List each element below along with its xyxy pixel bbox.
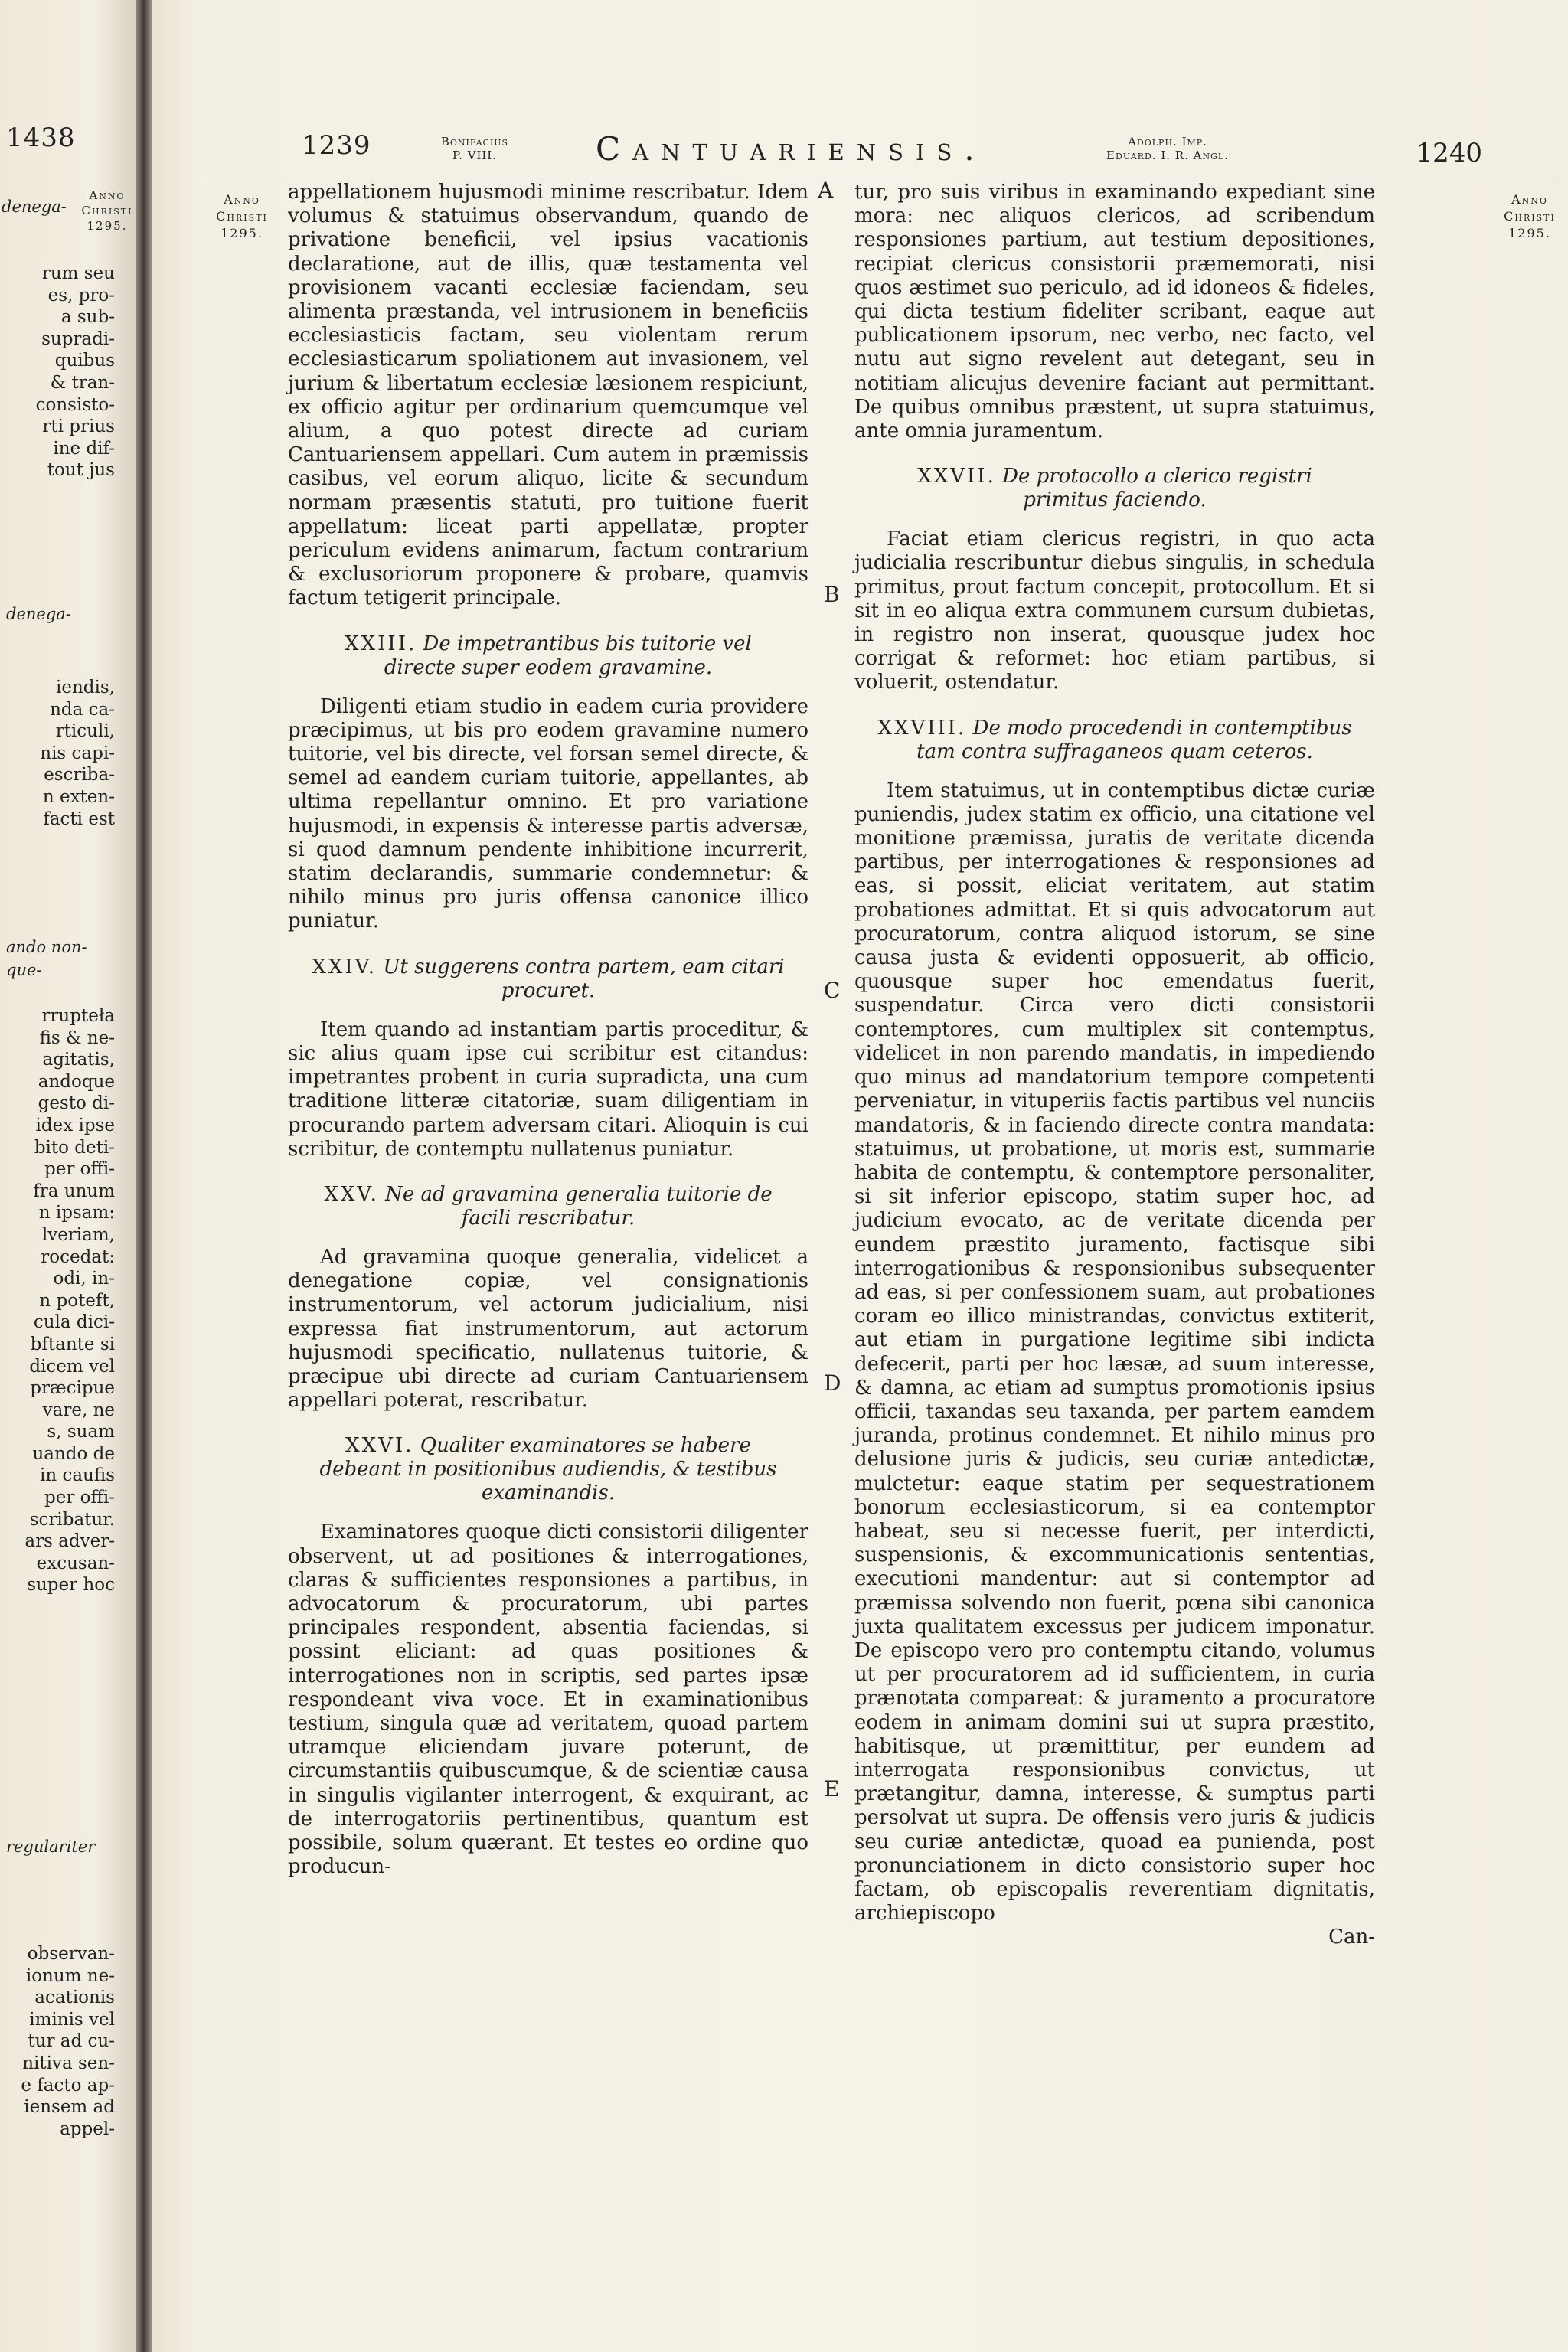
text-line: acationis xyxy=(34,1988,115,2008)
text-line: facti est xyxy=(43,808,115,829)
text-line: fra unum xyxy=(33,1181,115,1201)
text-line: appel- xyxy=(60,2118,115,2139)
text-line: ine dif- xyxy=(53,438,115,459)
pope-name: Bonifacius xyxy=(440,135,509,149)
chapter-number: XXVII. xyxy=(917,465,996,488)
ruler-running-head xyxy=(1060,135,1275,162)
text-line: dicem vel xyxy=(29,1356,115,1377)
margin-christi: Christi xyxy=(1504,209,1556,224)
text-line: cula dici- xyxy=(33,1312,115,1333)
text-line: bftante si xyxy=(30,1334,115,1354)
pope-running-head xyxy=(421,135,528,162)
chapter-number: XXIII. xyxy=(345,632,417,655)
text-line: præcipue xyxy=(30,1378,115,1399)
section-letter-a: A xyxy=(818,178,834,203)
margin-year: 1295. xyxy=(1508,226,1551,240)
text-line: nis capi- xyxy=(40,743,115,763)
text-line: iminis vel xyxy=(29,2009,115,2030)
text-line: fis & ne- xyxy=(39,1027,115,1048)
text-line: iensem ad xyxy=(24,2097,115,2118)
right-margin-year xyxy=(1491,191,1568,242)
section-letter-e: E xyxy=(824,1776,840,1802)
chapter-title: Ne ad gravamina generalia tuitorie de facili rescribatur. xyxy=(385,1182,773,1230)
margin-year: 1295. xyxy=(220,226,263,240)
paragraph: appellationem hujusmodi minime rescribatur. Idem volumus & statuimus observandum, quando de privatione beneficii, vel ipsius vacationis declaratione, aut de illis, quæ testamenta vel provisionem vacanti ecclesiæ faciendam, seu alimenta præstanda, vel intrusionem in beneficiis ecclesiasticis factam, seu violentam rerum ecclesiasticarum spoliationem aut invasionem, vel jurium & libertatum ecclesiæ læsionem respiciunt, ex officio agitur per ordinarium quemcumque vel alium, a quo potest directe ad curiam Cantuariensem appellari. Cum autem in præmissis casibus, vel eorum aliquo, licite & secundum normam præsentis statuti, pro tuitione fuerit appellatum: liceat parti appellatæ, propter periculum evidens animarum, factum contrarium & exclusoriorum proponere & probare, quamvis factum tetigerit principale. xyxy=(288,181,808,610)
text-line: supradi- xyxy=(41,328,115,349)
chapter-heading-xxiv xyxy=(311,956,786,1003)
section-letter-c: C xyxy=(824,978,841,1003)
paragraph: Item quando ad instantiam partis proceditur, & sic alius quam ipse cui scribitur est citandus: impetrantes probent in curia supradicta, una cum traditione litteræ citatoriæ, suam diligentiam in procurando partem adversam citari. Alioquin is cui scribitur, de contemptu nullatenus puniatur. xyxy=(288,1018,808,1161)
text-line: in caufis xyxy=(39,1465,115,1486)
text-line: nda ca- xyxy=(50,699,115,720)
text-line: super hoc xyxy=(27,1575,115,1596)
emperor-name: Adolph. Imp. xyxy=(1128,135,1207,149)
text-line: agitatis, xyxy=(42,1050,115,1070)
paragraph: Examinatores quoque dicti consistorii diligenter observent, ut ad positiones & interrogationes, claras & sufficientes responsiones a partibus, in advocatorum & procuratorum, ubi partes principales respondent, absentia faciendas, si possint eliciant: ad quas positiones & interrogationes non in scriptis, sed partes ipsæ respondeant viva voce. Et in examinationibus testium, singula quæ ad veritatem, quoad partem utramque eliciendam juvare poterunt, de circumstantiis quibuscumque, & de scientiæ causa in singulis vigilanter interrogent, & exquirant, ac de interrogatoriis pertinentibus, quantum est possibile, solum quærant. Et testes eo ordine quo producun- xyxy=(288,1521,808,1879)
previous-page-text-fragment-1 xyxy=(0,263,115,482)
paragraph: tur, pro suis viribus in examinando expediant sine mora: nec aliquos clericos, ad scribendum responsiones partium, aut testium depositiones, recipiat clericus consistorii præmemorati, nisi quos æstimet suo periculo, ad id idoneos & fideles, qui dicta testium fideliter scribant, eaque aut publicationem ipsorum, nec verbo, nec facto, vel nutu aut signo revelent aut detegant, seu in notitiam alicujus devenire faciant aut permittant. De quibus omnibus præstent, ut supra statuimus, ante omnia juramentum. xyxy=(854,181,1375,443)
chapter-title: De modo procedendi in contemptibus tam contra suffraganeos quam ceteros. xyxy=(916,716,1352,763)
previous-page-note: que- xyxy=(6,961,42,979)
text-line: vare, ne xyxy=(42,1400,115,1420)
margin-christi: Christi xyxy=(81,204,133,217)
text-line: s, suam xyxy=(47,1422,115,1442)
text-line: a sub- xyxy=(60,307,115,328)
paragraph: Item statuimus, ut in contemptibus dictæ curiæ puniendis, judex statim ex officio, una citatione vel monitione præmissa, juratis de veritate dicenda partibus, per interrogationes & responsiones ad eas, si possit, eliciat veritatem, aut statim probationes admittat. Et si quis advocatorum aut procuratorum, contra aliquod istorum, se sine causa justa & evidenti opposuerit, ab officio, quousque super hoc emendatus fuerit, suspendatur. Circa vero dicti consistorii contemptores, cum multiplex sit contemptus, videlicet in non parendo mandatis, in impediendo quo minus ad mandatorium tempore competenti perveniatur, in vituperiis factis partibus vel nunciis mandatoris, & in faciendo directe contra mandata: statuimus, ut probatione, ut moris est, summarie habita de contemptu, & contemptore personaliter, si sit inferior episcopo, statim super hoc, ad judicium evocato, ac de veritate dicenda per eundem præstito juramento, factisque sibi interrogationibus & responsionibus subsequenter ad eas, si per confessionem suam, aut probationes coram eo illico ministrandas, convictus extiterit, aut etiam in purgatione legitime sibi indicta defecerit, parti per hoc læsæ, ad suum interesse, & damna, ac etiam ad sumptus promotionis ipsius officii, taxandas seu taxanda, per partem eamdem juranda, protinus condemnet. Et nihilo minus pro delusione juris & judicis, seu curiæ antedictæ, mulctetur: eaque statim per sequestrationem bonorum ecclesiasticorum, si ea contemptor habeat, seu si necesse fuerit, per interdicti, suspensionis, & excommunicationis sententias, executioni mandentur: aut si contemptor ad præmissa solvendo non fuerit, pœna sibi canonica juxta qualitatem excessus per judicem imponatur. De episcopo vero pro contemptu citando, volumus ut per procuratorem ad id sufficientem, in curia prænotata compareat: & juramento a procuratore eodem in animam domini sui ut supra præstito, habitisque, ut præmittitur, per eundem ad interrogata responsionibus convictus, ut prætangitur, damna, interesse, & sumptus parti persolvat ut supra. De offensis vero juris & judicis seu curiæ antedictæ, quoad ea punienda, post pronunciationem in dicto consistorio super hoc factam, ob episcopalis reverentiam dignitatis, archiepiscopo xyxy=(854,779,1375,1926)
margin-anno: Anno xyxy=(1511,192,1548,207)
text-line: andoque xyxy=(38,1071,115,1092)
previous-page-margin-year xyxy=(77,188,136,234)
running-title: Cantuariensis. xyxy=(596,130,987,168)
text-line: es, pro- xyxy=(47,285,115,305)
text-line: escriba- xyxy=(44,765,115,786)
text-line: per offi- xyxy=(44,1488,115,1508)
section-letter-b: B xyxy=(824,582,840,607)
text-line: n exten- xyxy=(42,786,115,807)
text-line: consisto- xyxy=(35,394,115,415)
text-line: excusan- xyxy=(36,1553,115,1573)
text-line: & tran- xyxy=(50,372,115,393)
text-line: tur ad cu- xyxy=(28,2031,115,2052)
margin-christi: Christi xyxy=(216,209,268,224)
paragraph: Faciat etiam clericus registri, in quo acta judicialia rescribuntur diebus singulis, in schedula primitus, prout factum concepit, protocollum. Et si sit in eo aliqua extra communem cursum dubietas, in registro non inserat, quousque judex hoc corrigat & reformet: hoc etiam partibus, si voluerit, ostendatur. xyxy=(854,528,1375,694)
text-line: nitiva sen- xyxy=(22,2053,115,2073)
previous-page-text-fragment-3 xyxy=(0,1005,115,1596)
margin-anno: Anno xyxy=(224,192,260,207)
text-line: gesto di- xyxy=(38,1093,115,1114)
previous-page-text-fragment-2 xyxy=(0,677,115,830)
text-line: ionum ne- xyxy=(25,1965,115,1986)
chapter-number: XXIV. xyxy=(312,955,377,978)
previous-page-note: regulariter xyxy=(6,1838,96,1856)
previous-page-text-fragment-4 xyxy=(0,1943,115,2140)
text-line: observan- xyxy=(27,1944,115,1964)
left-column xyxy=(288,181,808,1879)
left-margin-year xyxy=(201,191,283,242)
pope-number: P. VIII. xyxy=(452,149,497,162)
text-line: odi, in- xyxy=(53,1269,115,1289)
text-line: rum seu xyxy=(41,263,115,283)
catchword: Can- xyxy=(1328,1926,1375,1949)
left-page-number: 1239 xyxy=(302,130,371,161)
text-line: idex ipse xyxy=(35,1115,115,1135)
chapter-heading-xxviii xyxy=(877,717,1352,764)
text-line: uando de xyxy=(32,1443,115,1464)
chapter-title: Qualiter examinatores se habere debeant in positionibus audiendis, & testibus examinandis. xyxy=(319,1434,777,1505)
text-line: ars adver- xyxy=(24,1531,115,1552)
text-line: n poteft, xyxy=(39,1290,115,1311)
chapter-title: De impetrantibus bis tuitorie vel directe super eodem gravamine. xyxy=(384,632,752,679)
margin-anno: Anno xyxy=(89,188,126,202)
text-line: rti prius xyxy=(42,416,115,437)
text-line: tout jus xyxy=(47,460,115,481)
chapter-number: XXVI. xyxy=(345,1434,414,1458)
text-line: n ipsam: xyxy=(38,1203,115,1223)
book-gutter xyxy=(136,0,152,2352)
previous-page-edge xyxy=(0,0,136,2352)
section-letter-d: D xyxy=(824,1370,841,1396)
text-line: lveriam, xyxy=(41,1224,115,1245)
previous-page-note: ando non- xyxy=(6,938,87,956)
previous-page-number: 1438 xyxy=(6,122,76,153)
paragraph: Diligenti etiam studio in eadem curia providere præcipimus, ut bis pro eodem gravamine numero tuitorie, vel bis directe, vel forsan semel directe, & semel ad eandem curiam tuitorie, appellantes, ab ultima repellantur omnino. Et pro variatione hujusmodi, in expensis & interesse partis adversæ, si quod damnum pendente inhibitione incurrerit, statim declarandis, summarie condemnetur: & nihilo minus pro juris offensa canonice illico puniatur. xyxy=(288,694,808,933)
chapter-number: XXVIII. xyxy=(877,716,967,740)
king-name: Eduard. I. R. Angl. xyxy=(1106,149,1229,162)
text-line: rticuli, xyxy=(55,721,115,742)
text-line: e facto ap- xyxy=(21,2075,115,2096)
previous-page-note: denega- xyxy=(2,198,67,216)
chapter-heading-xxiii xyxy=(311,632,786,680)
right-column xyxy=(854,181,1375,1950)
chapter-heading-xxvii xyxy=(877,465,1352,512)
margin-year: 1295. xyxy=(87,219,128,233)
chapter-title: Ut suggerens contra partem, eam citari procuret. xyxy=(383,955,785,1002)
right-page-number: 1240 xyxy=(1416,138,1482,168)
chapter-heading-xxvi xyxy=(311,1434,786,1505)
text-line: bito deti- xyxy=(34,1137,115,1158)
chapter-heading-xxv xyxy=(311,1183,786,1230)
chapter-number: XXV. xyxy=(324,1182,379,1206)
text-line: rrupteła xyxy=(41,1006,115,1026)
text-line: rocedat: xyxy=(41,1246,115,1267)
book-page xyxy=(152,0,1568,2352)
text-line: per offi- xyxy=(44,1159,115,1180)
text-line: quibus xyxy=(54,351,115,371)
chapter-title: De protocollo a clerico registri primitus faciendo. xyxy=(1002,465,1312,512)
text-line: scribatur. xyxy=(29,1509,115,1530)
text-line: iendis, xyxy=(56,678,115,697)
paragraph: Ad gravamina quoque generalia, videlicet a denegatione copiæ, vel consignationis instrumentorum, vel actorum judicialium, nisi expressa fiat instrumentorum, aut actorum hujusmodi specificatio, nullatenus tuitorie, & præcipue ubi directe ad curiam Cantuariensem appellari poterat, rescribatur. xyxy=(288,1245,808,1413)
previous-page-note: denega- xyxy=(6,605,71,623)
